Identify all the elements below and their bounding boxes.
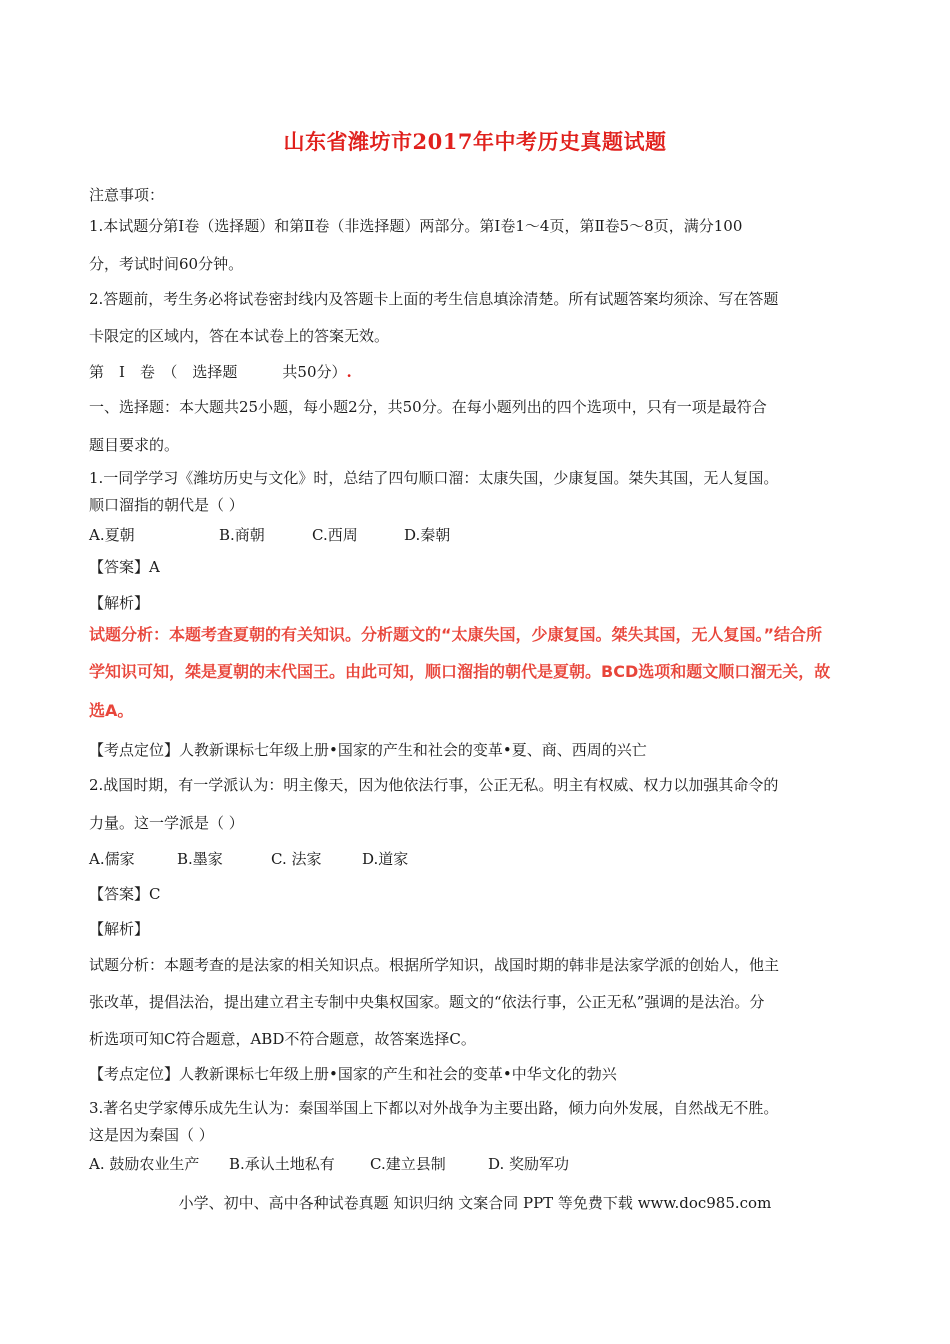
q2-analysis-label: 【解析】 — [89, 920, 150, 938]
notice-item-2-line-1: 2.答题前，考生务必将试卷密封线内及答题卡上面的考生信息填涂清楚。所有试题答案均须涂、写在答题 — [89, 290, 779, 308]
q2-options — [89, 849, 869, 869]
notice-heading: 注意事项： — [89, 186, 165, 204]
page-title: 山东省潍坊市2017年中考历史真题试题 — [283, 129, 667, 154]
q2-option-b: B.墨家 — [177, 850, 223, 868]
section-intro-line-2: 题目要求的。 — [89, 436, 180, 454]
q3-option-c: C.建立县制 — [370, 1155, 446, 1173]
q2-option-a: A.儒家 — [89, 850, 135, 868]
q3-stem-line-2: 这是因为秦国（ ） — [89, 1126, 214, 1144]
q3-option-b: B.承认土地私有 — [229, 1155, 335, 1173]
page-footer: 小学、初中、高中各种试卷真题 知识归纳 文案合同 PPT 等免费下载 www.doc985.com — [178, 1194, 772, 1212]
q2-analysis-line-1: 试题分析：本题考查的是法家的相关知识点。根据所学知识，战国时期的韩非是法家学派的创始人，他主 — [89, 956, 780, 974]
q1-option-a: A.夏朝 — [89, 526, 135, 544]
q1-option-b: B.商朝 — [219, 526, 265, 544]
notice-item-1-line-2: 分，考试时间60分钟。 — [89, 255, 244, 273]
q1-point: 【考点定位】人教新课标七年级上册•国家的产生和社会的变革•夏、商、西周的兴亡 — [89, 741, 647, 759]
section-header-mark: . — [346, 363, 352, 381]
notice-item-2-line-2: 卡限定的区域内，答在本试卷上的答案无效。 — [89, 327, 390, 345]
q2-answer: 【答案】C — [89, 885, 161, 903]
section-intro-line-1: 一、选择题：本大题共25小题，每小题2分，共50分。在每小题列出的四个选项中，只有一项是最符合 — [89, 398, 767, 416]
section-header — [89, 362, 869, 382]
q2-stem-line-2: 力量。这一学派是（ ） — [89, 814, 244, 832]
q1-stem-line-1: 1.一同学学习《潍坊历史与文化》时，总结了四句顺口溜：太康失国，少康复国。桀失其国，无人复国。 — [89, 469, 779, 487]
q3-stem-line-1: 3.著名史学家傅乐成先生认为：秦国举国上下都以对外战争为主要出路，倾力向外发展，自然战无不胜。 — [89, 1099, 779, 1117]
q3-option-a: A. 鼓励农业生产 — [89, 1155, 200, 1173]
q1-analysis-label: 【解析】 — [89, 594, 150, 612]
q2-option-d: D.道家 — [362, 850, 409, 868]
section-header-text: 第 Ⅰ 卷 （ 选择题 共50分） — [89, 363, 347, 381]
q1-options — [89, 525, 869, 545]
notice-item-1-line-1: 1.本试题分第Ⅰ卷（选择题）和第Ⅱ卷（非选择题）两部分。第Ⅰ卷1～4页，第Ⅱ卷5～8页，满分100 — [89, 217, 743, 235]
q1-option-d: D.秦朝 — [404, 526, 451, 544]
q1-analysis-line-2: 学知识可知，桀是夏朝的末代国王。由此可知，顺口溜指的朝代是夏朝。BCD选项和题文顺口溜无关，故 — [89, 662, 831, 681]
q2-analysis-line-2: 张改革，提倡法治，提出建立君主专制中央集权国家。题文的“依法行事，公正无私”强调的是法治。分 — [89, 993, 765, 1011]
q1-stem-line-2: 顺口溜指的朝代是（ ） — [89, 496, 244, 514]
q2-point: 【考点定位】人教新课标七年级上册•国家的产生和社会的变革•中华文化的勃兴 — [89, 1065, 617, 1083]
q2-option-c: C. 法家 — [271, 850, 322, 868]
q2-analysis-line-3: 析选项可知C符合题意，ABD不符合题意，故答案选择C。 — [89, 1030, 476, 1048]
q1-analysis-line-3: 选A。 — [89, 701, 134, 720]
q1-analysis-line-1: 试题分析：本题考查夏朝的有关知识。分析题文的“太康失国，少康复国。桀失其国，无人复国。”结合所 — [89, 625, 823, 644]
q3-option-d: D. 奖励军功 — [488, 1155, 570, 1173]
q2-stem-line-1: 2.战国时期，有一学派认为：明主像天，因为他依法行事，公正无私。明主有权威、权力以加强其命令的 — [89, 776, 779, 794]
q1-answer: 【答案】A — [89, 558, 160, 576]
q3-options — [89, 1154, 869, 1174]
q1-option-c: C.西周 — [312, 526, 358, 544]
